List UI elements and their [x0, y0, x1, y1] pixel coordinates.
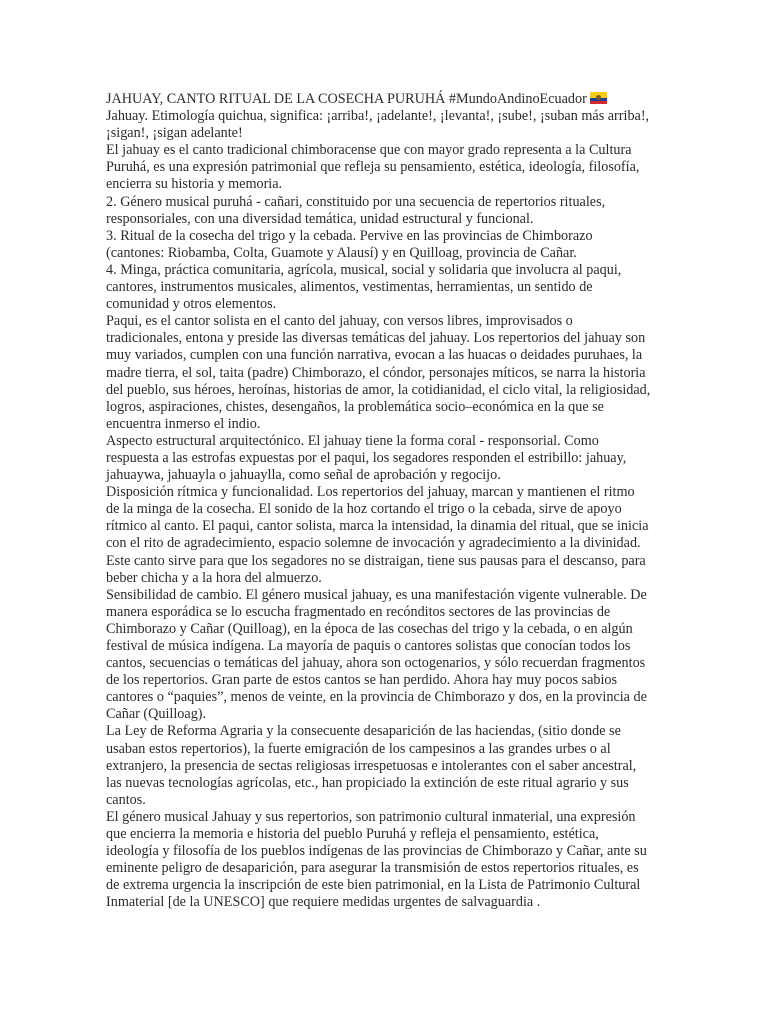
- text-line: 4. Minga, práctica comunitaria, agrícola, musical, social y solidaria que involucra al paqui,: [106, 261, 622, 278]
- text-line: 2. Género musical puruhá - cañari, constituido por una secuencia de repertorios rituales,: [106, 193, 606, 210]
- text-line: logros, aspiraciones, chistes, desengaños, la problemática socio–económica en la que se: [106, 398, 604, 415]
- text-line: El jahuay es el canto tradicional chimboracense que con mayor grado representa a la Cultura: [106, 142, 632, 159]
- text-line: El género musical Jahuay y sus repertorios, son patrimonio cultural inmaterial, una expresión: [106, 808, 636, 825]
- ecuador-flag-icon: [590, 92, 607, 104]
- text-line: tradicionales, entona y preside las diversas temáticas del jahuay. Los repertorios del jahuay son: [106, 330, 646, 347]
- text-line: Paqui, es el cantor solista en el canto del jahuay, con versos libres, improvisados o: [106, 313, 573, 330]
- text-line: beber chicha y a la hora del almuerzo.: [106, 569, 322, 586]
- text-line: del pueblo, sus héroes, heroínas, historias de amor, la cotidianidad, el ciclo vital, la religiosidad,: [106, 381, 651, 398]
- text-line: Chimborazo y Cañar (Quilloag), en la época de las cosechas del trigo y la cebada, o en algún: [106, 620, 633, 637]
- text-line: cantores, instrumentos musicales, alimentos, vestimentas, herramientas, un sentido de: [106, 279, 593, 296]
- text-line: de los repertorios. Gran parte de estos cantos se han perdido. Ahora hay muy pocos sabios: [106, 672, 618, 689]
- text-line: comunidad y otros elementos.: [106, 296, 277, 313]
- text-line: Puruhá, es una expresión patrimonial que refleja su pensamiento, estética, ideología, filosofía,: [106, 159, 640, 176]
- document-body: [106, 91, 662, 912]
- text-line: usaban estos repertorios), la fuerte emigración de los campesinos a las grandes urbes o al: [106, 740, 611, 757]
- text-line: con el rito de agradecimiento, espacio solemne de invocación y agradecimiento a la divinidad.: [106, 535, 641, 552]
- text-line: Inmaterial [de la UNESCO] que requiere medidas urgentes de salvaguardia .: [106, 894, 541, 911]
- text-line: festival de música indígena. La mayoría de paquis o cantores solistas que conocían todos los: [106, 638, 631, 654]
- text-line: eminente peligro de desaparición, para asegurar la transmisión de estos repertorios rituales, es: [106, 860, 639, 877]
- document-title: JAHUAY, CANTO RITUAL DE LA COSECHA PURUHÁ #MundoAndinoEcuador: [106, 91, 587, 107]
- text-line: responsoriales, con una diversidad temática, unidad estructural y funcional.: [106, 210, 534, 227]
- text-line: extranjero, la presencia de sectas religiosas irrespetuosas e intolerantes con el saber ancestral,: [106, 757, 637, 774]
- text-line: madre tierra, el sol, taita (padre) Chimborazo, el cóndor, personajes míticos, se narra la historia: [106, 364, 646, 381]
- text-line: las nuevas tecnologías agrícolas, etc., han propiciado la extinción de este ritual agrario y sus: [106, 774, 629, 791]
- text-line: muy variados, cumplen con una función narrativa, evocan a las huacas o deidades puruhaes, la: [106, 347, 643, 364]
- document-text: [106, 108, 662, 911]
- text-line: cantores o “paquies”, menos de veinte, en la provincia de Chimborazo y dos, en la provincia de: [106, 689, 647, 706]
- text-line: ideología y filosofía de los pueblos indígenas de las provincias de Chimborazo y Cañar, ante su: [106, 843, 647, 860]
- text-line: encuentra inmerso el indio.: [106, 415, 261, 432]
- text-line: La Ley de Reforma Agraria y la consecuente desaparición de las haciendas, (sitio donde se: [106, 723, 621, 740]
- text-line: rítmico al canto. El paqui, cantor solista, marca la intensidad, la dinamia del ritual, que se inicia: [106, 518, 649, 535]
- text-line: (cantones: Riobamba, Colta, Guamote y Alausí) y en Quilloag, provincia de Cañar.: [106, 244, 577, 261]
- text-line: de la minga de la cosecha. El sonido de la hoz cortando el trigo o la cebada, sirve de apoyo: [106, 501, 622, 518]
- text-line: jahuaywa, jahuayla o jahuaylla, como señal de aprobación y regocijo.: [106, 467, 501, 484]
- text-line: Cañar (Quilloag).: [106, 706, 207, 723]
- text-line: Jahuay. Etimología quichua, significa: ¡arriba!, ¡adelante!, ¡levanta!, ¡sube!, ¡suban más arriba!,: [106, 108, 650, 125]
- text-line: encierra su historia y memoria.: [106, 176, 283, 193]
- text-line: de extrema urgencia la inscripción de este bien patrimonial, en la Lista de Patrimonio Cultural: [106, 877, 641, 894]
- text-line: que encierra la memoria e historia del pueblo Puruhá y refleja el pensamiento, estética,: [106, 826, 599, 843]
- text-line: respuesta a las estrofas expuestas por el paqui, los segadores responden el estribillo: jahuay,: [106, 449, 627, 466]
- text-line: cantos.: [106, 791, 146, 808]
- text-line: manera esporádica se lo escucha fragmentado en recónditos sectores de las provincias de: [106, 603, 611, 620]
- text-line: Aspecto estructural arquitectónico. El jahuay tiene la forma coral - responsorial. Como: [106, 432, 599, 449]
- text-line: cantos, secuencias o temáticas del jahuay, ahora son octogenarios, y sólo recuerdan fragmentos: [106, 655, 646, 672]
- text-line: Sensibilidad de cambio. El género musical jahuay, es una manifestación vigente vulnerable. De: [106, 586, 647, 603]
- text-line: Este canto sirve para que los segadores no se distraigan, tiene sus pausas para el descanso, para: [106, 552, 646, 569]
- text-line: Disposición rítmica y funcionalidad. Los repertorios del jahuay, marcan y mantienen el ritmo: [106, 484, 635, 501]
- text-line: ¡sigan!, ¡sigan adelante!: [106, 125, 243, 142]
- document-title-line: [106, 91, 662, 108]
- text-line: 3. Ritual de la cosecha del trigo y la cebada. Pervive en las provincias de Chimborazo: [106, 227, 593, 244]
